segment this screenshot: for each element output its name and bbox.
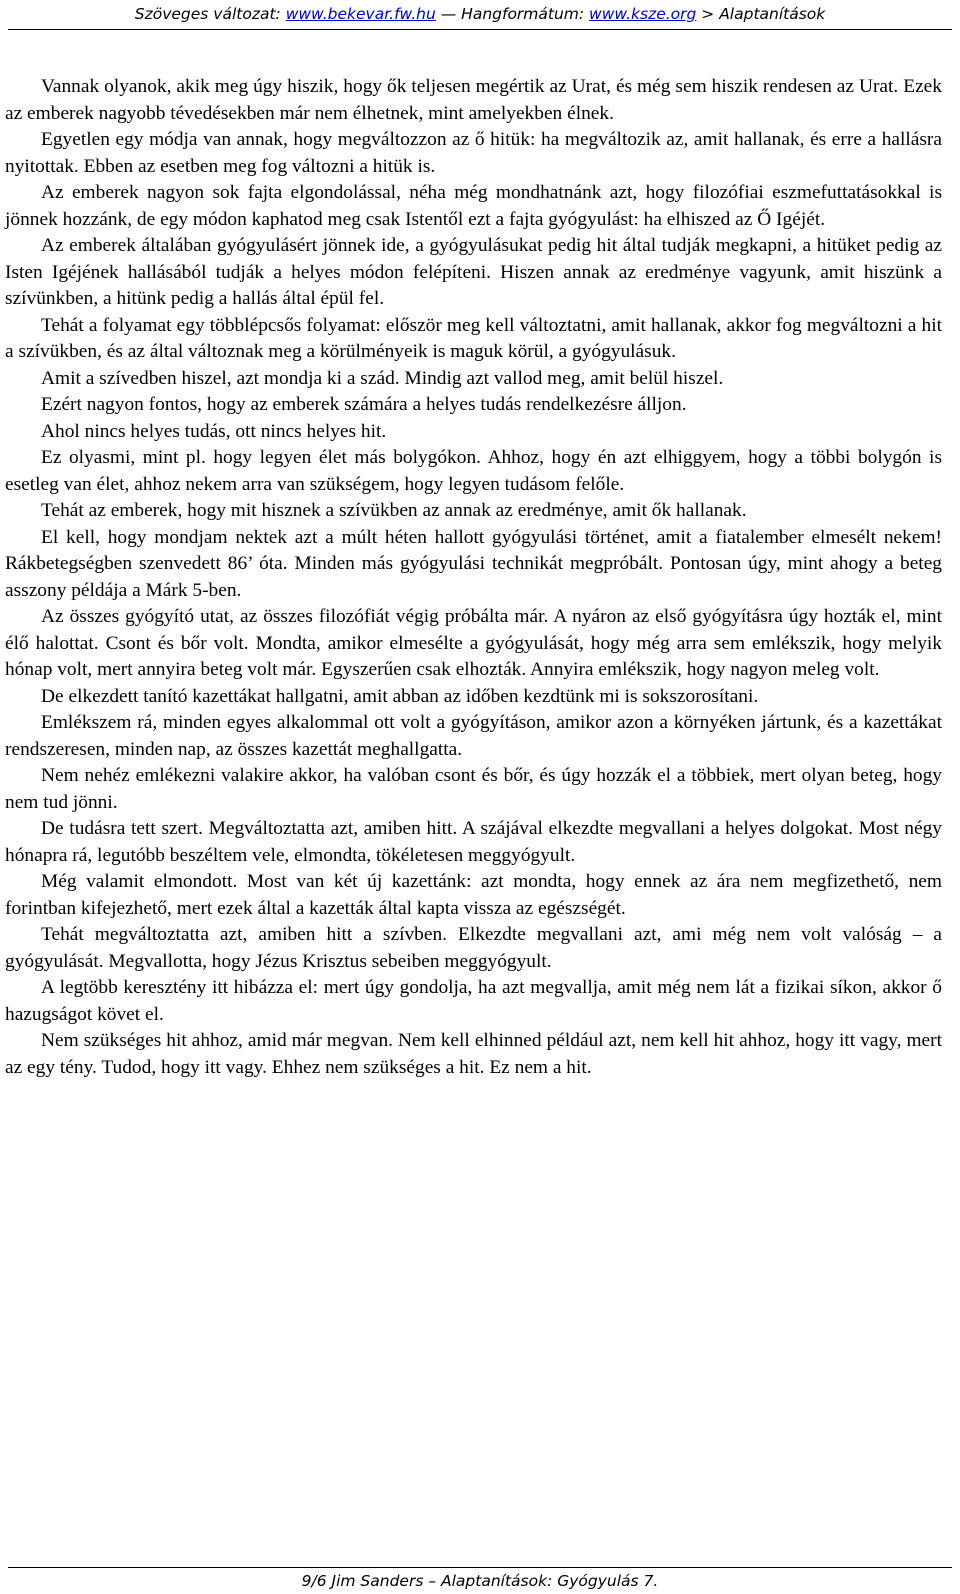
footer-divider <box>8 1567 952 1568</box>
page-header <box>0 3 960 25</box>
paragraph: Emlékszem rá, minden egyes alkalommal ott volt a gyógyításon, amikor azon a környéken jártunk, és a kazettákat rendszeresen, minden nap, az összes kazettát meghallgatta. <box>5 712 942 760</box>
document-body <box>5 74 942 1081</box>
page-footer: 9/6 Jim Sanders – Alaptanítások: Gyógyulás 7. <box>301 1572 659 1590</box>
paragraph: Egyetlen egy módja van annak, hogy megváltozzon az ő hitük: ha megváltozik az, amit hallanak, és erre a hallásra nyitottak. Ebben az esetben meg fog változni a hitük is. <box>5 129 942 177</box>
paragraph: El kell, hogy mondjam nektek azt a múlt héten hallott gyógyulási történet, amit a fiatalember elmesélt nekem! Rákbetegségben szenvedett 86’ óta. Minden más gyógyulási technikát megpróbált. Pontosan úgy, mint ahogy a beteg asszony példája a Márk 5-ben. <box>5 526 942 601</box>
paragraph: Amit a szívedben hiszel, azt mondja ki a szád. Mindig azt vallod meg, amit belül hiszel. <box>41 367 724 389</box>
header-link-ksze[interactable]: www.ksze.org <box>589 5 697 23</box>
paragraph: De elkezdett tanító kazettákat hallgatni, amit abban az időben kezdtünk mi is sokszorosítani. <box>41 685 759 707</box>
header-suffix: > Alaptanítások <box>696 5 826 23</box>
header-divider <box>8 29 952 30</box>
paragraph: Ezért nagyon fontos, hogy az emberek számára a helyes tudás rendelkezésre álljon. <box>41 394 687 415</box>
paragraph: Nem nehéz emlékezni valakire akkor, ha valóban csont és bőr, és úgy hozzák el a többiek, mert olyan beteg, hogy nem tud jönni. <box>5 765 942 813</box>
paragraph: Még valamit elmondott. Most van két új kazettánk: azt mondta, hogy ennek az ára nem megfizethető, nem forintban kifejezhető, mert ezek által a kazetták által kapta vissza az egészségét. <box>5 871 942 919</box>
header-prefix: Szöveges változat: <box>134 5 286 23</box>
paragraph: Tehát az emberek, hogy mit hisznek a szívükben az annak az eredménye, amit ők hallanak. <box>41 500 747 521</box>
paragraph: Vannak olyanok, akik meg úgy hiszik, hogy ők teljesen megértik az Urat, és még sem hiszik rendesen az Urat. Ezek az emberek nagyobb tévedésekben már nem élhetnek, mint amelyekben élnek. <box>5 76 942 124</box>
header-link-bekevar[interactable]: www.bekevar.fw.hu <box>285 5 436 23</box>
header-middle: — Hangformátum: <box>435 5 590 23</box>
paragraph: Az emberek általában gyógyulásért jönnek ide, a gyógyulásukat pedig hit által tudják megkapni, a hitüket pedig az Isten Igéjének hallásából tudják a helyes módon felépíteni. Hiszen annak az eredménye vagyunk, amit hiszünk a szívünkben, a hitünk pedig a hallás által épül fel. <box>5 235 942 309</box>
paragraph: Az összes gyógyító utat, az összes filozófiát végig próbálta már. A nyáron az első gyógyításra úgy hozták el, mint élő halottat. Csont és bőr volt. Mondta, amikor elmesélte a gyógyulását, hogy még arra sem emlékszik, hogy melyik hónap volt, mert annyira beteg volt már. Egyszerűen csak elhozták. Annyira emlékszik, hogy nagyon meleg volt. <box>5 606 942 680</box>
paragraph: Ahol nincs helyes tudás, ott nincs helyes hit. <box>41 420 387 442</box>
paragraph: Tehát a folyamat egy többlépcsős folyamat: először meg kell változtatni, amit hallanak, akkor fog megváltozni a hit a szívükben, és az által változnak meg a körülményeik is maguk körül, a gyógyulásuk. <box>5 314 942 362</box>
paragraph: Az emberek nagyon sok fajta elgondolással, néha még mondhatnánk azt, hogy filozófiai eszmefuttatásokkal is jönnek hozzánk, de egy módon kaphatod meg csak Istentől ezt a fajta gyógyulást: ha elhiszed az Ő Igéjét. <box>5 182 942 230</box>
paragraph: Tehát megváltoztatta azt, amiben hitt a szívben. Elkezdte megvallani azt, ami még nem volt valóság – a gyógyulását. Megvallotta, hogy Jézus Krisztus sebeiben meggyógyult. <box>5 924 942 972</box>
paragraph: A legtöbb keresztény itt hibázza el: mert úgy gondolja, ha azt megvallja, amit még nem lát a fizikai síkon, akkor ő hazugságot követ el. <box>5 977 942 1025</box>
paragraph: De tudásra tett szert. Megváltoztatta azt, amiben hitt. A szájával elkezdte megvallani a helyes dolgokat. Most négy hónapra rá, legutóbb beszéltem vele, elmondta, tökéletesen meggyógyult. <box>5 818 942 866</box>
paragraph: Nem szükséges hit ahhoz, amid már megvan. Nem kell elhinned például azt, nem kell hit ahhoz, hogy itt vagy, mert az egy tény. Tudod, hogy itt vagy. Ehhez nem szükséges a hit. Ez nem a hit. <box>5 1030 942 1078</box>
paragraph: Ez olyasmi, mint pl. hogy legyen élet más bolygókon. Ahhoz, hogy én azt elhiggyem, hogy a többi bolygón is esetleg van élet, ahhoz nekem arra van szükségem, hogy legyen tudásom felőle. <box>5 447 942 495</box>
